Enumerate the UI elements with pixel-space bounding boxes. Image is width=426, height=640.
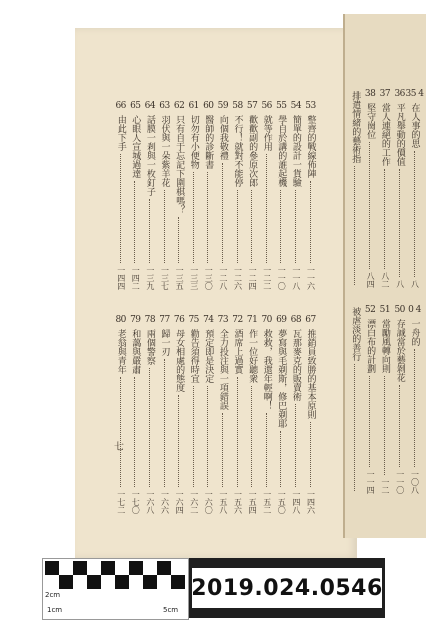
leader-dots [280,431,282,487]
entry-title: 作一位好聽衆 [247,329,258,383]
entry-page: 一二四 [248,266,258,290]
entry-title: 瓦那麥克的販賣術 [290,329,301,401]
leader-dots [207,386,209,487]
leader-dots [164,359,166,487]
toc-entry [216,314,229,514]
toc-entry [129,100,142,290]
entry-page: 一三〇 [204,266,214,290]
leader-dots [310,422,312,487]
toc-entry [143,314,156,514]
entry-title: 被虐淡的善行 [350,307,361,361]
toc-entry [304,100,317,290]
entry-page: 一七二 [116,490,126,514]
entry-page: 一五八 [218,490,228,514]
color-scale-card [42,558,189,620]
entry-title: 學自於講的誰起機 [276,115,287,187]
entry-title: 整齊的戰線佈陣 [305,115,316,178]
toc-entry [260,100,273,290]
toc-entry [349,88,362,288]
toc-entry [158,314,171,514]
toc-entry [158,100,171,290]
entry-page: 八四 [366,272,376,288]
entry-page: 一一六 [306,266,316,290]
leader-dots [295,190,297,263]
toc-entry [216,100,229,290]
entry-title: 歡歡副的參原次郎 [247,115,258,187]
entry-number: 54 [290,101,302,111]
entry-number: 60 [203,101,214,111]
leader-dots [222,413,224,487]
entry-number: 76 [173,315,185,325]
leader-dots [222,163,224,263]
toc-entry [378,88,391,288]
entry-title: 當勵風轉向則 [379,319,390,373]
scale-block [101,561,115,575]
leader-dots [134,181,136,263]
entry-number: 35 4 [405,89,424,99]
accession-number: 2019.024.0546 [192,568,382,608]
entry-number: 64 [144,101,156,111]
leader-dots [164,190,166,263]
toc-entry [275,314,288,514]
entry-page: 一六二 [189,490,199,514]
leader-dots [251,190,253,263]
entry-number: 74 [203,315,214,325]
entry-page: 一六四 [175,490,185,514]
scale-block [45,561,59,575]
entry-title: 就等作用 [261,115,272,151]
toc-entry [114,314,127,514]
entry-page: 一三五 [175,266,185,290]
scale-block [73,561,87,575]
entry-page: 一〇八 [410,470,420,494]
toc-entry [246,314,259,514]
entry-number: 80 [115,315,126,325]
entry-page: 一二 [380,478,390,494]
leader-dots [354,364,356,491]
entry-title: 和藹與嚴肅 [130,329,141,374]
scale-label-right: 5cm [163,606,179,614]
toc-entry [405,88,424,288]
toc-entry [114,100,127,290]
entry-title: 向個我敬禮 [217,115,228,160]
entry-number: 53 [305,101,316,111]
entry-page: 一五二 [262,490,272,514]
toc-entry [289,100,302,290]
leader-dots [251,386,253,487]
entry-title: 存誠當於藝剝花 [394,319,405,382]
entry-title: 推銷員致勝的基本原則 [305,329,316,419]
toc-entry [275,100,288,290]
entry-number: 59 [217,101,229,111]
toc-entry [202,314,215,514]
entry-title: 堅守崗位 [365,103,376,139]
entry-title: 救救，我還年輕啊！ [261,329,272,410]
toc-entry [187,314,200,514]
entry-page: 一二六 [233,266,243,290]
leader-dots [280,190,282,263]
entry-number: 70 [261,315,272,325]
entry-page: 一二八 [218,266,228,290]
leader-dots [414,349,416,467]
entry-number: 62 [173,101,185,111]
entry-title: 平凡舉動的價值 [394,103,405,166]
leader-dots [369,142,371,269]
entry-title: 話膜一剎與一枚釘子 [144,115,155,196]
scale-block [129,561,143,575]
leader-dots [120,377,122,487]
entry-page: 一三九 [145,266,155,290]
entry-page: 一一四 [366,470,376,494]
entry-number: 75 [188,315,199,325]
entry-number: 58 [232,101,243,111]
entry-title: 酒席上過實 [232,329,243,374]
leader-dots [207,172,209,263]
toc-entry [289,314,302,514]
leader-dots [237,377,239,487]
toc-entry [202,100,215,290]
toc-entry [408,304,421,494]
leader-dots [414,151,416,277]
toc-entry [173,314,186,514]
leader-dots [384,169,386,269]
entry-number: 68 [290,315,302,325]
entry-page: 一三三 [189,266,199,290]
entry-page: 一七〇 [131,490,141,514]
scale-label-top: 2cm [45,591,61,599]
entry-title: 全力投注與一項錯誤 [217,329,228,410]
entry-title: 當人連絕的工作 [379,103,390,166]
scale-block [143,575,157,589]
entry-title: 只有自于忘記下圍棋嗎？ [174,115,185,214]
entry-number: 61 [188,101,199,111]
toc-entry [143,100,156,290]
entry-number: 56 [261,101,272,111]
leader-dots [266,154,268,263]
scale-block [157,561,171,575]
entry-page: 一五四 [248,490,258,514]
entry-number: 52 [364,305,376,315]
entry-number: 73 [217,315,229,325]
entry-title: 排遣情緒的藝術指 [350,91,361,163]
leader-dots [120,154,122,263]
entry-number: 77 [159,315,170,325]
leader-dots [266,413,268,487]
entry-title: 母女相處的態度 [174,329,185,392]
leader-dots [193,172,195,263]
entry-number: 72 [232,315,243,325]
leader-dots [399,385,401,467]
entry-number: 55 [276,101,287,111]
toc-entry [260,314,273,514]
entry-title: 簡單的設計一貨驗 [290,115,301,187]
entry-number: 69 [276,315,287,325]
entry-title: 由此下手 [115,115,126,151]
entry-title: 不行！就對不能停 [232,115,243,187]
entry-number: 63 [159,101,170,111]
leader-dots [149,368,151,487]
toc-entry [129,314,142,514]
entry-title: 醫師的診斷書 [203,115,214,169]
entry-title: 勸告須得時宜 [188,329,199,383]
leader-dots [399,169,401,277]
entry-page: 一四四 [116,266,126,290]
toc-entry [349,304,362,494]
scale-block [59,575,73,589]
entry-number: 71 [246,315,258,325]
entry-number: 57 [246,101,258,111]
toc-entry [231,100,244,290]
entry-title: 老翁與青年 [115,329,126,374]
leader-dots [310,181,312,263]
entry-title: 歸一刃 [159,329,170,356]
entry-number: 37 [379,89,391,99]
leader-dots [369,376,371,467]
leader-dots [295,404,297,487]
leader-dots [384,376,386,475]
entry-number: 78 [144,315,156,325]
entry-number: 66 [115,101,126,111]
toc-entry [393,88,406,288]
entry-page: 一一〇 [395,470,405,494]
entry-title: 一舟的 [409,319,420,346]
entry-number: 51 [379,305,391,315]
toc-entry [304,314,317,514]
entry-title: 漂白布的計劃 [365,319,376,373]
entry-number: 67 [305,315,316,325]
entry-title: 在人事的思 [409,103,420,148]
entry-page: 一二二 [262,266,272,290]
toc-entry [231,314,244,514]
leader-dots [149,199,151,263]
entry-number: 50 [394,305,405,315]
entry-number: 0 4 [408,305,421,315]
entry-page: 一六八 [145,490,155,514]
entry-title: 兩個警察 [144,329,155,365]
entry-page: 一四六 [306,490,316,514]
entry-title: 心眼人宣城過達 [130,115,141,178]
toc-entry [378,304,391,494]
toc-entry [173,100,186,290]
entry-page: 八 [410,280,420,288]
leader-dots [178,395,180,487]
entry-page: 一一八 [291,266,301,290]
leader-dots [178,217,180,263]
entry-page: 八二 [380,272,390,288]
entry-page: 一四八 [291,490,301,514]
entry-page: 一六六 [160,490,170,514]
entry-page: 一三七 [160,266,170,290]
scale-label-left: 1cm [47,606,63,614]
scale-block [115,575,129,589]
toc-entry [246,100,259,290]
leader-dots [134,377,136,487]
toc-entry [364,304,377,494]
leader-dots [237,190,239,263]
entry-number: 36 [394,89,405,99]
entry-page: 八 [395,280,405,288]
entry-number: 79 [130,315,141,325]
entry-title: 羽伏與一朵紫羊花 [159,115,170,187]
entry-page: 一六〇 [204,490,214,514]
leader-dots [354,166,356,285]
entry-title: 夢寫與毛剃斯，修巴剃耶 [276,329,287,428]
scale-block [87,575,101,589]
entry-page: 一五〇 [277,490,287,514]
toc-entry [364,88,377,288]
entry-number: 38 [364,89,376,99]
leader-dots [193,386,195,487]
entry-number: 65 [130,101,141,111]
page-folio: 七 [114,442,124,453]
entry-page: 一五六 [233,490,243,514]
entry-title: 預定即是決定 [203,329,214,383]
entry-page: 一四二 [131,266,141,290]
scale-block [171,575,185,589]
entry-page: 一一〇 [277,266,287,290]
toc-entry [187,100,200,290]
toc-entry [393,304,406,494]
entry-title: 切勿有小便物 [188,115,199,169]
